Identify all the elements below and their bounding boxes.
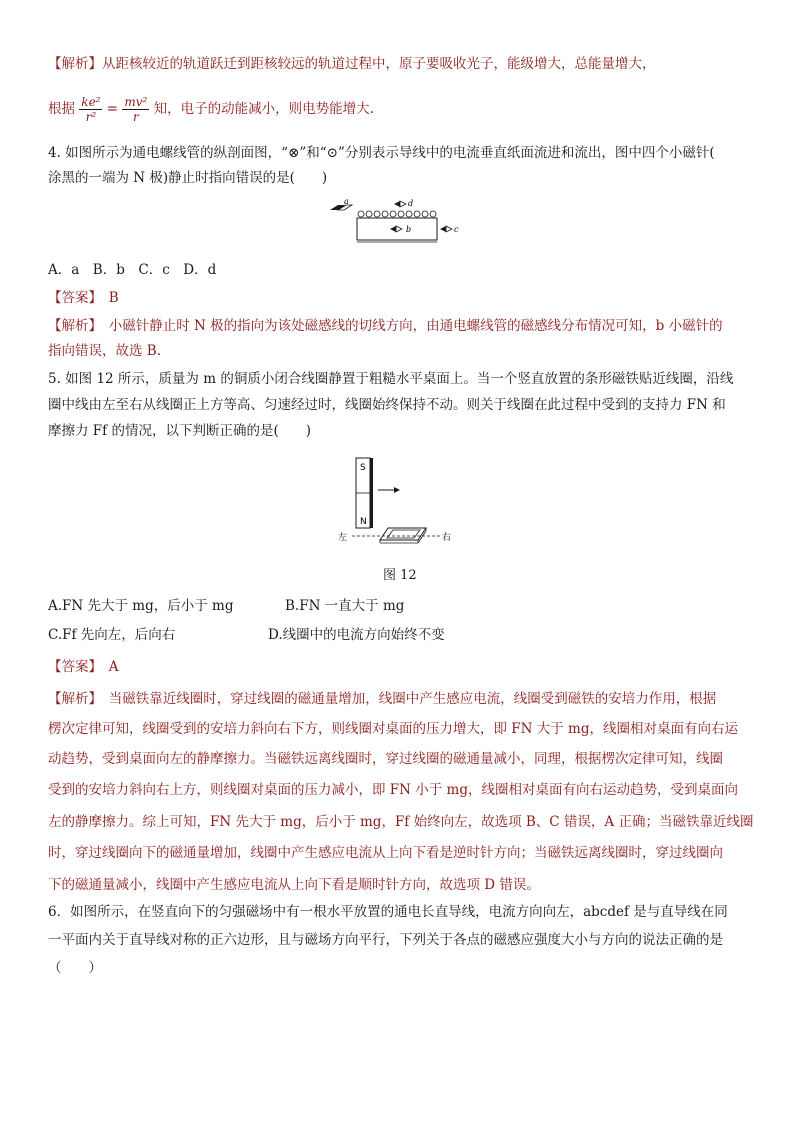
analysis-tag: 【解析】 [48, 691, 96, 707]
figure-12-caption: 图 12 [383, 568, 417, 583]
q5-option-d: D.线圈中的电流方向始终不变 [268, 627, 445, 643]
q5-analysis-line7: 下的磁通量减小，线圈中产生感应电流从上向下看是顺时针方向，故选项 D 错误。 [48, 877, 540, 893]
q5-analysis-line2: 楞次定律可知，线圈受到的安培力斜向右下方，则线圈对桌面的压力增大，即 FN 大于 mg，线圈相对桌面有向右运 [48, 721, 738, 737]
q5-analysis-line3: 动趋势，受到桌面向左的静摩擦力。当磁铁远离线圈时，穿过线圈的磁通量减小，同理，根据楞次定律可知，线圈 [48, 751, 723, 767]
label-s: S [360, 463, 366, 473]
label-n: N [360, 517, 367, 527]
q4-analysis-line2: 指向错误，故选 B. [48, 343, 162, 359]
label-c: c [454, 225, 459, 234]
q5-option-b: B.FN 一直大于 mg [285, 598, 405, 614]
compass-needle-c [440, 226, 446, 232]
magnet-coil-figure [338, 456, 458, 548]
q6-stem-line3: （ ） [48, 960, 102, 976]
q4-options: A．a B．b C．c D．d [48, 262, 217, 278]
fraction-ke2-r2: $\frac{\text{ke²}}{\text{r²}}$ [81, 95, 101, 124]
q5-analysis-line6: 时，穿过线圈向下的磁通量增加，线圈中产生感应电流从上向下看是逆时针方向；当磁铁远离线圈时，穿过线圈向 [48, 845, 723, 861]
current-in-row [358, 211, 436, 217]
q5-analysis-line4: 受到的安培力斜向右上方，则线圈对桌面的压力减小，即 FN 小于 mg，线圈相对桌面有向右运动趋势，受到桌面向 [48, 782, 738, 798]
compass-needle-d [394, 201, 400, 207]
q4-stem-line2: 涂黑的一端为 N 极)静止时指向错误的是( ) [48, 170, 328, 186]
q6-stem-line2: 一平面内关于直导线对称的正六边形，且与磁场方向平行，下列关于各点的磁感应强度大小与方向的说法正确的是 [48, 932, 723, 948]
q5-option-c: C.Ff 先向左，后向右 [48, 627, 176, 643]
analysis-tag: 【解析】 [48, 56, 102, 72]
q5-stem-line3: 摩擦力 Ff 的情况，以下判断正确的是( ) [48, 423, 311, 439]
q4-analysis-line1: 【解析】 小磁针静止时 N 极的指向为该处磁感线的切线方向，由通电螺线管的磁感线分布情况可知，b 小磁针的 [48, 318, 723, 334]
fraction-mv2-r: $\frac{\text{mv²}}{r}$ [124, 95, 148, 124]
q3-analysis-line1: 【解析】从距核较近的轨道跃迁到距核较远的轨道过程中，原子要吸收光子，能级增大，总能量增大， [48, 56, 656, 72]
q5-stem-line2: 圈中线由左至右从线圈正上方等高、匀速经过时，线圈始终保持不动。则关于线圈在此过程中受到的支持力 FN 和 [48, 397, 726, 413]
q4-stem-line1: 4. 如图所示为通电螺线管的纵剖面图，“⊗”和“⊙”分别表示导线中的电流垂直纸面流进和流出，图中四个小磁针( [48, 145, 715, 161]
label-b: b [406, 225, 412, 234]
solenoid-body [357, 218, 437, 240]
answer-tag: 【答案】 [48, 290, 96, 306]
q4-answer: 【答案】 B [48, 290, 119, 306]
q5-stem-line1: 5. 如图 12 所示，质量为 m 的铜质小闭合线圈静置于粗糙水平桌面上。当一个竖直放置的条形磁铁贴近线圈，沿线 [48, 371, 734, 387]
label-right: 右 [442, 533, 452, 543]
q5-analysis-line1: 【解析】 当磁铁靠近线圈时，穿过线圈的磁通量增加，线圈中产生感应电流，线圈受到磁铁的安培力作用，根据 [48, 691, 717, 707]
answer-tag: 【答案】 [48, 659, 96, 675]
compass-needle-b [390, 226, 396, 232]
label-a: a [344, 197, 349, 206]
label-left: 左 [338, 533, 348, 543]
label-d: d [408, 199, 414, 208]
q5-answer: 【答案】 A [48, 659, 119, 675]
q6-stem-line1: 6．如图所示，在竖直向下的匀强磁场中有一根水平放置的通电长直导线，电流方向向左，abcdef 是与直导线在同 [48, 904, 728, 920]
q5-option-a: A.FN 先大于 mg，后小于 mg [48, 598, 234, 614]
analysis-tag: 【解析】 [48, 318, 96, 334]
q5-analysis-line5: 左的静摩擦力。综上可知，FN 先大于 mg，后小于 mg，Ff 始终向左，故选项 B、C 错误，A 正确；当磁铁靠近线圈 [48, 814, 754, 830]
q3-formula-line: 根据 $\frac{\text{ke²}}{\text{r²}}$ = $\frac{\text{mv²}}{r}$ 知，电子的动能减小，则电势能增大. [48, 95, 374, 124]
solenoid-figure [330, 196, 470, 250]
